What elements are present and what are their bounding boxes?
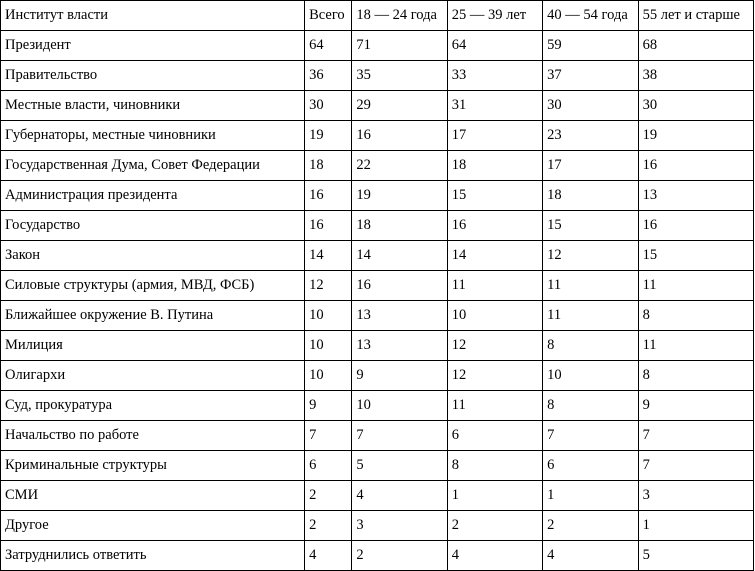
cell-age-18-24: 14 — [352, 241, 447, 271]
row-institution: Милиция — [1, 331, 305, 361]
cell-age-25-39: 64 — [447, 31, 542, 61]
cell-age-40-54: 4 — [543, 541, 638, 571]
row-institution: Олигархи — [1, 361, 305, 391]
cell-age-18-24: 13 — [352, 331, 447, 361]
row-institution: Государство — [1, 211, 305, 241]
cell-age-40-54: 7 — [543, 421, 638, 451]
cell-age-18-24: 3 — [352, 511, 447, 541]
cell-age-55-plus: 19 — [638, 121, 753, 151]
table-row — [1, 541, 754, 571]
cell-age-25-39: 1 — [447, 481, 542, 511]
cell-age-18-24: 9 — [352, 361, 447, 391]
table-row — [1, 61, 754, 91]
cell-age-40-54: 11 — [543, 271, 638, 301]
cell-age-25-39: 14 — [447, 241, 542, 271]
cell-total: 2 — [305, 481, 352, 511]
cell-age-55-plus: 1 — [638, 511, 753, 541]
cell-age-25-39: 12 — [447, 331, 542, 361]
row-institution: Затруднились ответить — [1, 541, 305, 571]
row-institution: Администрация президента — [1, 181, 305, 211]
table-row — [1, 121, 754, 151]
table-row — [1, 391, 754, 421]
cell-age-18-24: 29 — [352, 91, 447, 121]
table-row — [1, 451, 754, 481]
header-age-18-24: 18 — 24 года — [352, 1, 447, 31]
cell-age-40-54: 17 — [543, 151, 638, 181]
cell-age-40-54: 8 — [543, 331, 638, 361]
cell-age-55-plus: 16 — [638, 151, 753, 181]
cell-age-18-24: 35 — [352, 61, 447, 91]
cell-age-55-plus: 7 — [638, 421, 753, 451]
table-row — [1, 421, 754, 451]
cell-total: 12 — [305, 271, 352, 301]
cell-total: 10 — [305, 331, 352, 361]
cell-age-18-24: 13 — [352, 301, 447, 331]
cell-age-55-plus: 68 — [638, 31, 753, 61]
cell-age-55-plus: 16 — [638, 211, 753, 241]
cell-age-18-24: 16 — [352, 271, 447, 301]
cell-age-18-24: 71 — [352, 31, 447, 61]
row-institution: Силовые структуры (армия, МВД, ФСБ) — [1, 271, 305, 301]
row-institution: Начальство по работе — [1, 421, 305, 451]
cell-age-40-54: 18 — [543, 181, 638, 211]
row-institution: Другое — [1, 511, 305, 541]
cell-total: 19 — [305, 121, 352, 151]
cell-total: 9 — [305, 391, 352, 421]
row-institution: Государственная Дума, Совет Федерации — [1, 151, 305, 181]
header-total: Всего — [305, 1, 352, 31]
table-row — [1, 361, 754, 391]
cell-age-40-54: 37 — [543, 61, 638, 91]
cell-age-25-39: 31 — [447, 91, 542, 121]
cell-total: 7 — [305, 421, 352, 451]
table-row — [1, 151, 754, 181]
cell-total: 10 — [305, 361, 352, 391]
row-institution: Криминальные структуры — [1, 451, 305, 481]
cell-total: 2 — [305, 511, 352, 541]
cell-age-18-24: 16 — [352, 121, 447, 151]
cell-age-55-plus: 13 — [638, 181, 753, 211]
cell-age-25-39: 17 — [447, 121, 542, 151]
cell-age-40-54: 2 — [543, 511, 638, 541]
cell-age-40-54: 12 — [543, 241, 638, 271]
cell-total: 18 — [305, 151, 352, 181]
table-header-row — [1, 1, 754, 31]
cell-total: 16 — [305, 181, 352, 211]
cell-age-55-plus: 9 — [638, 391, 753, 421]
cell-age-40-54: 8 — [543, 391, 638, 421]
cell-age-18-24: 2 — [352, 541, 447, 571]
table-row — [1, 91, 754, 121]
row-institution: Правительство — [1, 61, 305, 91]
header-age-55-plus: 55 лет и старше — [638, 1, 753, 31]
cell-age-40-54: 6 — [543, 451, 638, 481]
cell-total: 14 — [305, 241, 352, 271]
cell-age-25-39: 8 — [447, 451, 542, 481]
row-institution: СМИ — [1, 481, 305, 511]
cell-age-18-24: 19 — [352, 181, 447, 211]
cell-total: 4 — [305, 541, 352, 571]
row-institution: Губернаторы, местные чиновники — [1, 121, 305, 151]
row-institution: Закон — [1, 241, 305, 271]
cell-age-40-54: 1 — [543, 481, 638, 511]
cell-age-40-54: 11 — [543, 301, 638, 331]
table-row — [1, 511, 754, 541]
cell-age-40-54: 59 — [543, 31, 638, 61]
cell-age-25-39: 33 — [447, 61, 542, 91]
row-institution: Президент — [1, 31, 305, 61]
cell-age-40-54: 30 — [543, 91, 638, 121]
header-institution: Институт власти — [1, 1, 305, 31]
cell-age-40-54: 15 — [543, 211, 638, 241]
cell-total: 30 — [305, 91, 352, 121]
cell-age-25-39: 12 — [447, 361, 542, 391]
header-age-25-39: 25 — 39 лет — [447, 1, 542, 31]
cell-age-55-plus: 8 — [638, 361, 753, 391]
cell-age-55-plus: 8 — [638, 301, 753, 331]
cell-age-25-39: 11 — [447, 391, 542, 421]
cell-age-40-54: 10 — [543, 361, 638, 391]
table-row — [1, 331, 754, 361]
cell-age-18-24: 10 — [352, 391, 447, 421]
cell-age-18-24: 7 — [352, 421, 447, 451]
table-row — [1, 301, 754, 331]
cell-age-25-39: 18 — [447, 151, 542, 181]
row-institution: Суд, прокуратура — [1, 391, 305, 421]
cell-total: 10 — [305, 301, 352, 331]
cell-age-25-39: 15 — [447, 181, 542, 211]
table-row — [1, 481, 754, 511]
cell-age-25-39: 10 — [447, 301, 542, 331]
cell-age-55-plus: 7 — [638, 451, 753, 481]
table-row — [1, 241, 754, 271]
cell-age-55-plus: 3 — [638, 481, 753, 511]
cell-age-18-24: 22 — [352, 151, 447, 181]
cell-age-55-plus: 11 — [638, 331, 753, 361]
cell-age-25-39: 11 — [447, 271, 542, 301]
table-row — [1, 181, 754, 211]
table-row — [1, 271, 754, 301]
cell-total: 36 — [305, 61, 352, 91]
cell-age-40-54: 23 — [543, 121, 638, 151]
table-row — [1, 211, 754, 241]
row-institution: Местные власти, чиновники — [1, 91, 305, 121]
cell-total: 16 — [305, 211, 352, 241]
cell-age-55-plus: 5 — [638, 541, 753, 571]
cell-age-18-24: 4 — [352, 481, 447, 511]
table-body — [1, 31, 754, 571]
cell-age-18-24: 18 — [352, 211, 447, 241]
cell-age-55-plus: 11 — [638, 271, 753, 301]
cell-age-25-39: 6 — [447, 421, 542, 451]
cell-age-55-plus: 15 — [638, 241, 753, 271]
cell-age-25-39: 2 — [447, 511, 542, 541]
cell-age-18-24: 5 — [352, 451, 447, 481]
table-row — [1, 31, 754, 61]
cell-age-25-39: 4 — [447, 541, 542, 571]
header-age-40-54: 40 — 54 года — [543, 1, 638, 31]
row-institution: Ближайшее окружение В. Путина — [1, 301, 305, 331]
cell-age-25-39: 16 — [447, 211, 542, 241]
cell-age-55-plus: 30 — [638, 91, 753, 121]
cell-total: 64 — [305, 31, 352, 61]
cell-total: 6 — [305, 451, 352, 481]
cell-age-55-plus: 38 — [638, 61, 753, 91]
